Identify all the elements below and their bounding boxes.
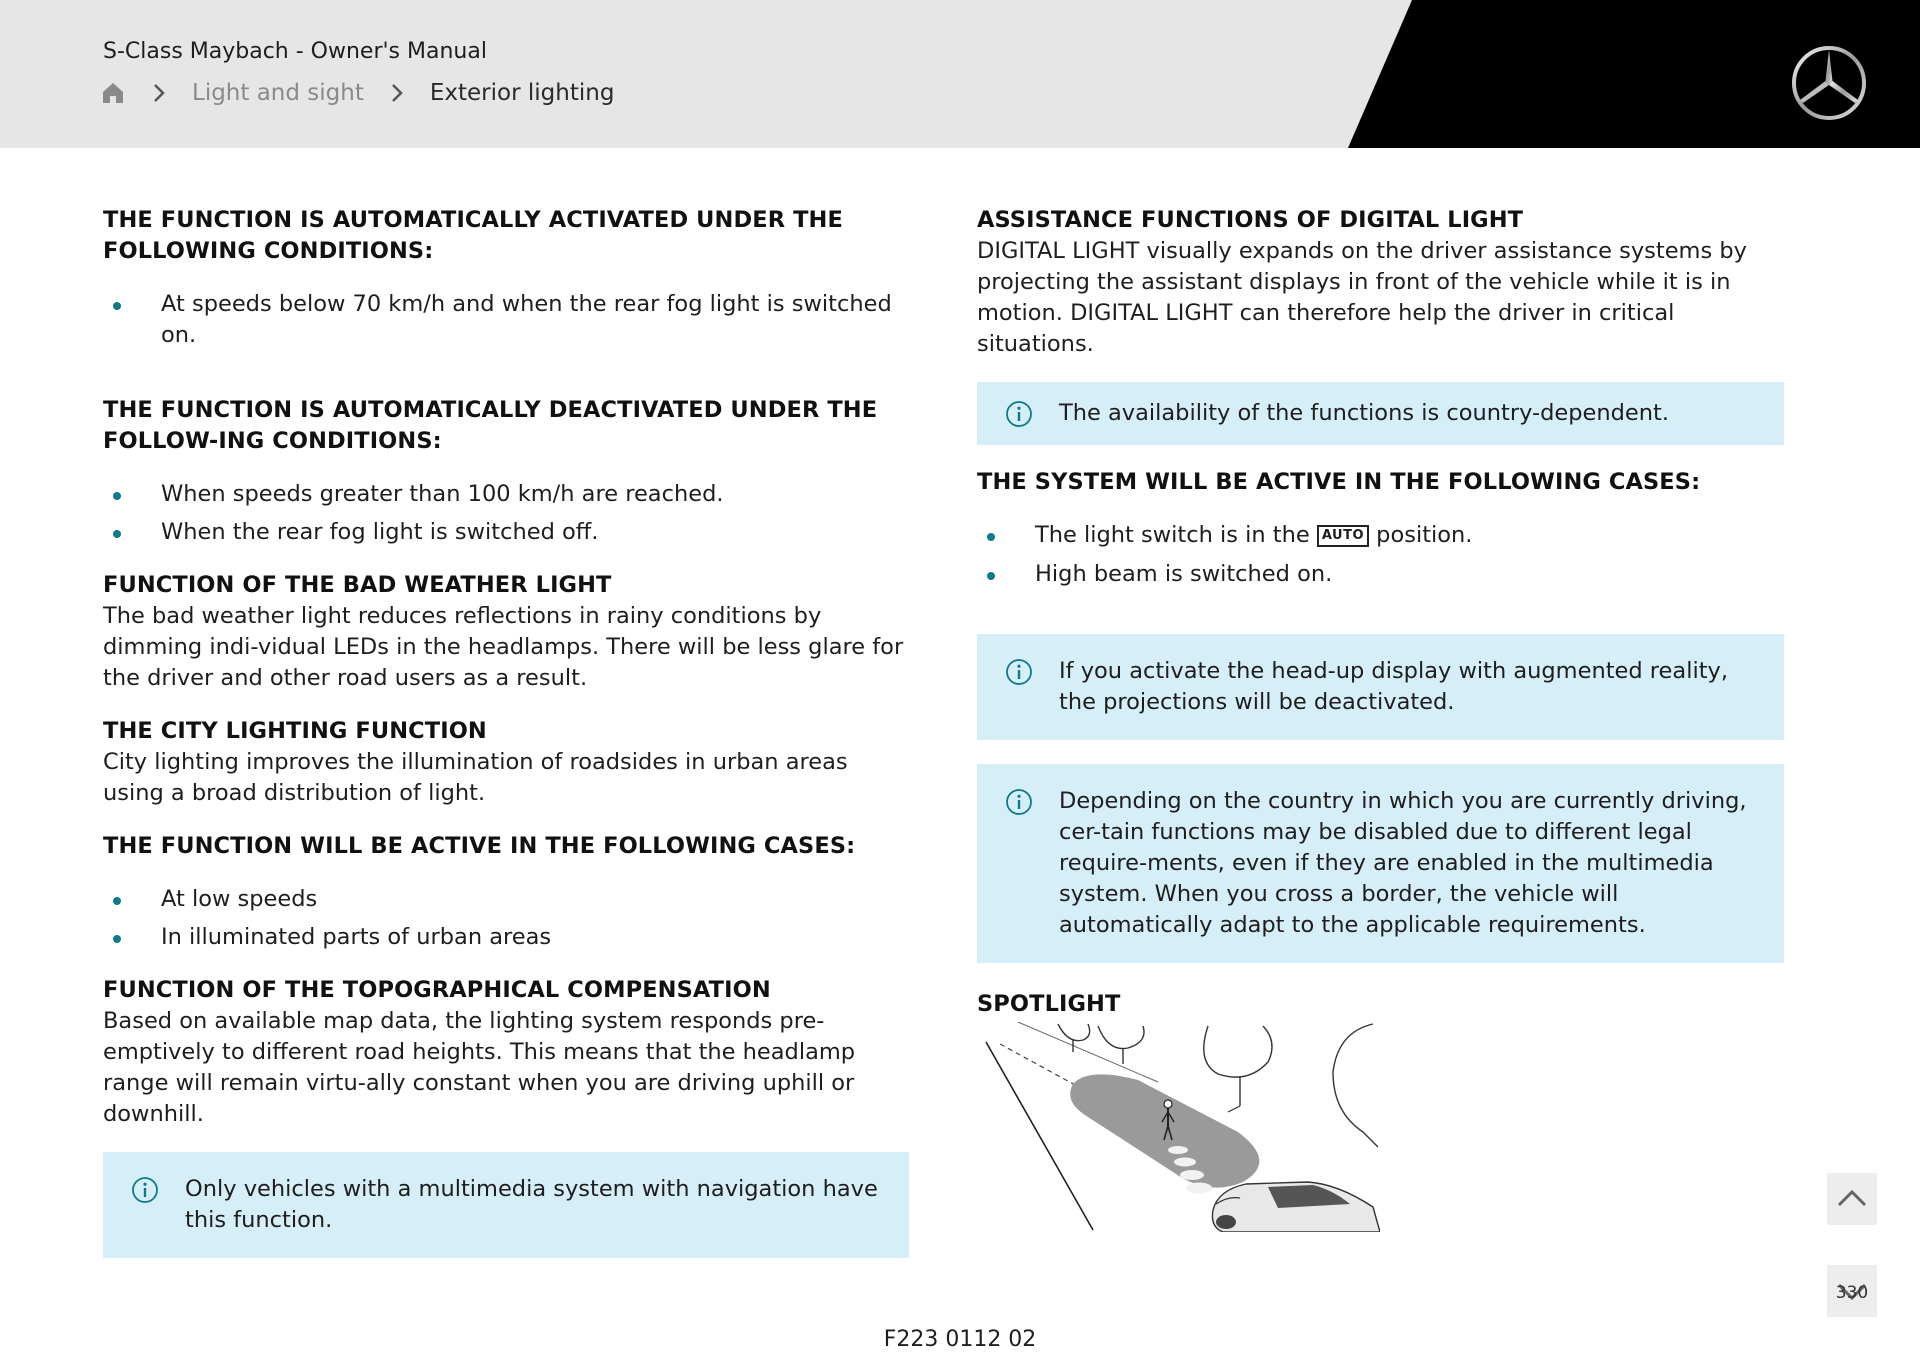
info-box-navigation [103,1152,909,1258]
right-column [977,205,1784,1020]
header-black-panel [0,0,1920,148]
info-text: The availability of the functions is country-dependent. [1059,400,1669,426]
info-box-country [977,382,1784,445]
text-digital-light-assistance: DIGITAL LIGHT visually expands on the driver assistance systems by projecting the assistant displays in front of the vehicle while it is in motion. DIGITAL LIGHT can therefore help the driver in critical situations. [977,238,1747,357]
bullet-text: The light switch is in the [1035,522,1310,548]
heading-spotlight: SPOTLIGHT [977,991,1121,1017]
chevron-right-icon [382,80,412,106]
heading-system-active-cases: THE SYSTEM WILL BE ACTIVE IN THE FOLLOWING CASES: [977,469,1701,495]
info-icon [1005,788,1033,816]
figure-code: F223 0112 02 [883,1327,1037,1352]
info-box-border [977,764,1784,963]
bullet-text: position. [1376,522,1473,548]
page-header [0,0,1920,148]
heading-digital-light-assistance: ASSISTANCE FUNCTIONS OF DIGITAL LIGHT [977,207,1524,233]
breadcrumb-item-light-and-sight[interactable]: Light and sight [192,80,364,106]
list-item: At speeds below 70 km/h and when the rear fog light is switched on. [103,289,909,351]
manual-title: S-Class Maybach - Owner's Manual [103,39,487,64]
info-icon [1005,658,1033,686]
scroll-up-button[interactable] [1827,1173,1877,1225]
text-bad-weather-light: The bad weather light reduces reflections in rainy conditions by dimming indi-vidual LEDs in the headlamps. There will be less glare for the driver and other road users as a result. [103,603,904,691]
heading-activation-conditions: THE FUNCTION IS AUTOMATICALLY ACTIVATED UNDER THE FOLLOWING CONDITIONS: [103,207,843,264]
info-text: If you activate the head-up display with augmented reality, the projections will be deactivated. [1059,658,1728,715]
home-icon[interactable] [100,80,126,106]
list-active-cases [103,884,909,953]
breadcrumb-item-exterior-lighting: Exterior lighting [429,80,615,106]
list-item: In illuminated parts of urban areas [103,922,909,953]
heading-city-lighting: THE CITY LIGHTING FUNCTION [103,718,487,744]
heading-bad-weather-light: FUNCTION OF THE BAD WEATHER LIGHT [103,572,612,598]
list-activation-conditions [103,289,909,351]
list-item: At low speeds [103,884,909,915]
auto-key-symbol: AUTO [1317,525,1369,547]
info-text: Depending on the country in which you are currently driving, cer-tain functions may be disabled due to different legal require-ments, even if they are enabled in the multimedia system. When you cross a border, the vehicle will automatically adapt to the applicable requirements. [1059,788,1747,938]
page-number: 330 [1835,1283,1869,1303]
left-column [103,205,909,1258]
heading-topographical-compensation: FUNCTION OF THE TOPOGRAPHICAL COMPENSATION [103,977,771,1003]
list-system-active-cases [977,520,1784,590]
heading-deactivation-conditions: THE FUNCTION IS AUTOMATICALLY DEACTIVATED UNDER THE FOLLOW-ING CONDITIONS: [103,397,878,454]
spotlight-illustration [978,1022,1380,1232]
chevron-right-icon [144,80,174,106]
text-city-lighting: City lighting improves the illumination of roadsides in urban areas using a broad distribution of light. [103,749,848,806]
mercedes-star-logo [1791,45,1867,121]
info-icon [1005,400,1033,428]
breadcrumb [100,80,614,106]
info-icon [131,1176,159,1204]
text-topographical-compensation: Based on available map data, the lighting system responds pre-emptively to different road heights. This means that the headlamp range will remain virtu-ally constant when you are driving uphill or downhill. [103,1008,856,1127]
list-item [977,520,1784,551]
heading-active-cases: THE FUNCTION WILL BE ACTIVE IN THE FOLLOWING CASES: [103,833,856,859]
list-item: High beam is switched on. [977,559,1784,590]
list-deactivation-conditions [103,479,909,548]
info-text: Only vehicles with a multimedia system with navigation have this function. [185,1176,878,1233]
list-item: When the rear fog light is switched off. [103,517,909,548]
info-box-hud [977,634,1784,740]
list-item: When speeds greater than 100 km/h are reached. [103,479,909,510]
chevron-up-icon [1827,1173,1877,1225]
